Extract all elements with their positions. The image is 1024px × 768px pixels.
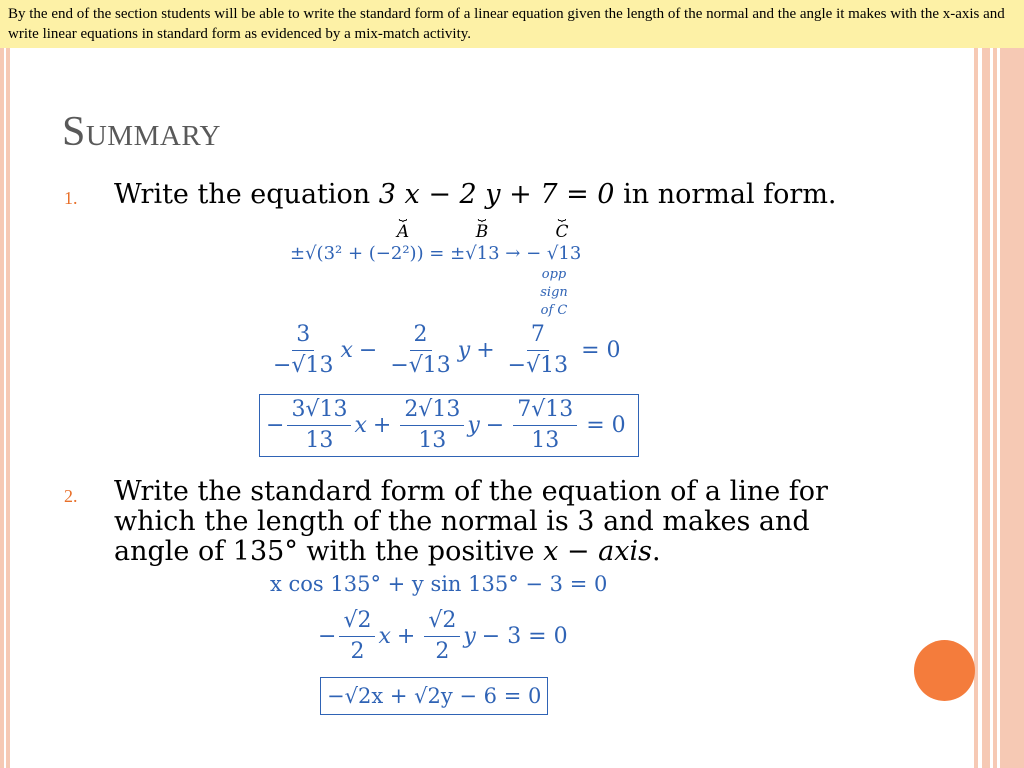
question-1-text: [114, 180, 837, 210]
objective-banner: By the end of the section students will be able to write the standard form of a linear equation given the length of the normal and the angle it makes with the x-axis and write linear equations in standard form as evidenced by a mix-match activity.: [0, 0, 1024, 48]
variable: y: [457, 338, 471, 363]
fraction: [287, 397, 351, 454]
fraction: [400, 397, 464, 454]
decorative-circle: [914, 640, 975, 701]
denominator: −√13: [273, 353, 334, 378]
numerator: √2: [339, 608, 375, 637]
numerator: 3: [292, 322, 314, 351]
decorative-stripe: [993, 0, 997, 768]
trig-step: x cos 135° + y sin 135° − 3 = 0: [270, 572, 608, 596]
question-1-lead: Write the equation: [114, 179, 379, 210]
slide-title: Summary: [62, 109, 222, 155]
question-2-period: .: [651, 536, 661, 567]
denominator: 13: [305, 428, 334, 453]
question-1-tail: in normal form.: [614, 179, 837, 210]
underbrace-icon: ⏟: [557, 206, 567, 222]
decorative-stripe: [1000, 0, 1024, 768]
operator: −: [318, 624, 337, 649]
decorative-stripe: [982, 0, 990, 768]
denominator: −√13: [390, 353, 451, 378]
operator: −: [266, 413, 285, 438]
numerator: 2√13: [400, 397, 464, 426]
numerator: √2: [424, 608, 460, 637]
question-2-line: which the length of the normal is 3 and makes and: [114, 506, 810, 537]
note-line: sign: [540, 285, 568, 300]
fraction: [339, 608, 375, 665]
opposite-sign-note: [534, 266, 574, 320]
operator: +: [396, 624, 416, 649]
operator: −: [358, 338, 378, 363]
denominator: 13: [418, 428, 447, 453]
denominator: 2: [435, 639, 450, 664]
numerator: 3√13: [287, 397, 351, 426]
operator: +: [372, 413, 392, 438]
numerator: 7√13: [513, 397, 577, 426]
radical-step: ±√(3² + (−2²)) = ±√13 → − √13: [290, 243, 582, 264]
operator: +: [476, 338, 495, 363]
question-2-line: [114, 537, 828, 567]
list-number: 1.: [64, 188, 78, 208]
fraction-step: [266, 322, 627, 379]
operator: − 3 = 0: [481, 624, 568, 649]
fraction: [269, 322, 337, 379]
question-2-math: x − axis: [543, 536, 652, 567]
denominator: 13: [531, 428, 560, 453]
fraction: [504, 322, 572, 379]
note-line: opp: [541, 267, 567, 282]
variable: x: [378, 624, 391, 649]
fraction: [386, 322, 454, 379]
question-2-line-text: angle of 135° with the positive: [114, 536, 544, 567]
fraction: [424, 608, 460, 665]
question-1-equation: 3 x − 2 y + 7 = 0: [378, 179, 615, 210]
brace-label-b: B: [475, 222, 489, 242]
question-2-text: [114, 477, 828, 567]
denominator: 2: [350, 639, 365, 664]
variable: x: [354, 413, 367, 438]
variable: y: [467, 413, 480, 438]
sqrt-fraction-step: [318, 608, 574, 665]
operator: = 0: [586, 413, 626, 438]
variable: y: [463, 624, 476, 649]
brace-label-c: C: [555, 222, 569, 242]
operator: −: [485, 413, 505, 438]
underbrace-icon: ⏟: [398, 206, 408, 222]
underbrace-icon: ⏟: [477, 206, 487, 222]
fraction: [513, 397, 577, 454]
brace-label-a: A: [396, 222, 410, 242]
result-box-1: [259, 394, 639, 457]
note-line: of C: [540, 303, 568, 318]
numerator: 2: [410, 322, 432, 351]
question-2-line: Write the standard form of the equation of a line for: [114, 476, 828, 507]
denominator: −√13: [507, 353, 569, 378]
result-box-2: −√2x + √2y − 6 = 0: [320, 677, 548, 715]
operator: = 0: [581, 338, 621, 363]
numerator: 7: [527, 322, 549, 351]
decorative-stripe: [974, 0, 978, 768]
decorative-stripe: [0, 0, 4, 768]
list-number: 2.: [64, 486, 78, 506]
decorative-stripe: [6, 0, 10, 768]
variable: x: [340, 338, 353, 363]
